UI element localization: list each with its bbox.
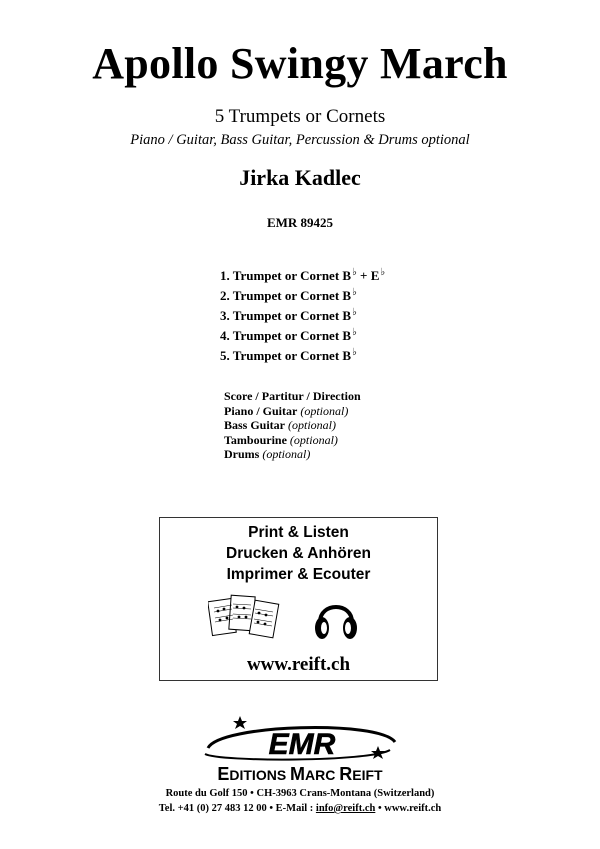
emr-logo [150, 712, 450, 784]
promo-line-3: Imprimer & Ecouter [226, 566, 371, 583]
extra-item [224, 389, 484, 404]
print-listen-box [159, 517, 438, 681]
part-label: 3. Trumpet or Cornet B [220, 308, 352, 323]
publisher-address [0, 786, 600, 816]
extras-list [224, 389, 484, 462]
part-label: 1. Trumpet or Cornet B [220, 268, 352, 283]
part-suffix: + E [356, 268, 380, 283]
extra-name: Piano / Guitar [224, 403, 298, 418]
extra-item [224, 433, 484, 448]
contact-web: • www.reift.ch [375, 803, 442, 814]
flat-sign: ♭ [352, 287, 357, 298]
composer: Jirka Kadlec [239, 165, 361, 190]
extra-item [224, 418, 484, 433]
extra-note: (optional) [300, 403, 349, 418]
publisher-name-part: EIFT [352, 767, 383, 783]
extra-item [224, 404, 484, 419]
flat-sign: ♭ [352, 327, 357, 338]
extra-note: (optional) [289, 432, 338, 447]
publisher-name-part: ARC [305, 767, 340, 783]
extra-note: (optional) [262, 447, 311, 462]
part-label: 2. Trumpet or Cornet B [220, 288, 352, 303]
extra-name: Drums [224, 447, 260, 462]
flat-sign: ♭ [352, 347, 357, 358]
page-title: Apollo Swingy March [92, 39, 508, 88]
catalog-number: EMR 89425 [266, 215, 334, 230]
part-item [220, 326, 480, 346]
part-label: 5. Trumpet or Cornet B [220, 348, 352, 363]
extra-name: Tambourine [224, 432, 287, 447]
flat-sign: ♭ [352, 267, 357, 278]
publisher-name-initial: E [217, 764, 230, 784]
website-link[interactable]: www.reift.ch [246, 654, 351, 675]
flat-sign: ♭ [352, 307, 357, 318]
address-line: Route du Golf 150 • CH-3963 Crans-Montana (Switzerland) [165, 788, 435, 799]
part-item [220, 346, 480, 366]
promo-line-1: Print & Listen [248, 524, 349, 541]
publisher-name-part: DITIONS [229, 767, 291, 783]
subtitle: 5 Trumpets or Cornets [214, 106, 386, 127]
publisher-name-initial: M [290, 764, 306, 784]
headphones-icon [312, 592, 360, 644]
sheet-music-icon [208, 592, 284, 648]
part-label: 4. Trumpet or Cornet B [220, 328, 352, 343]
logo-text: EMR [268, 728, 336, 761]
extra-name: Score / Partitur / Direction [224, 389, 361, 403]
flat-sign: ♭ [380, 267, 386, 278]
contact-phone: Tel. +41 (0) 27 483 12 00 • E-Mail : [158, 803, 316, 814]
parts-list [220, 266, 480, 366]
email-link[interactable]: info@reift.ch [315, 803, 376, 814]
extra-name: Bass Guitar [224, 418, 286, 433]
part-item [220, 306, 480, 326]
publisher-name-initial: R [339, 764, 353, 784]
part-item [220, 266, 480, 286]
instrumentation: Piano / Guitar, Bass Guitar, Percussion & Drums optional [130, 132, 470, 148]
extra-item [224, 447, 484, 462]
extra-note: (optional) [288, 418, 337, 433]
promo-line-2: Drucken & Anhören [226, 545, 371, 562]
part-item [220, 286, 480, 306]
publisher-name [217, 764, 383, 784]
contact-line [0, 801, 600, 816]
